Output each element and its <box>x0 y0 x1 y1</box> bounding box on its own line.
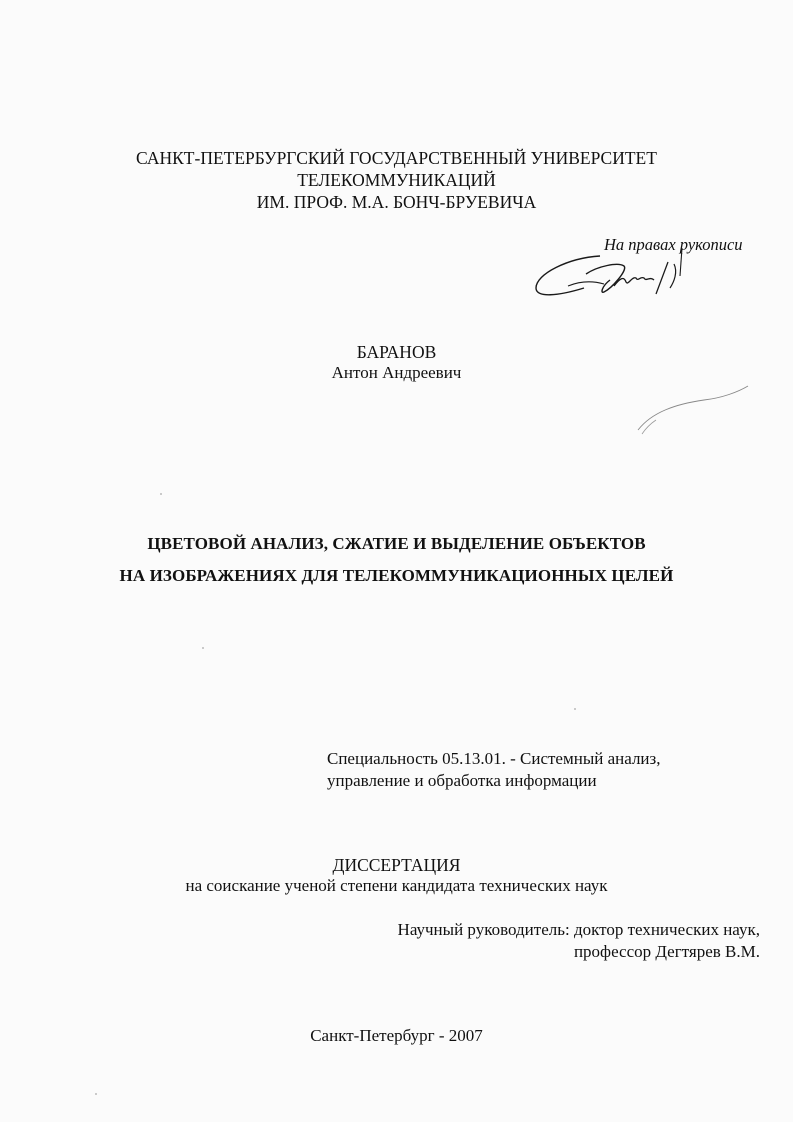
scan-speck <box>95 1093 97 1095</box>
university-name-line-1: САНКТ-ПЕТЕРБУРГСКИЙ ГОСУДАРСТВЕННЫЙ УНИВЕРСИТЕТ <box>136 148 657 168</box>
degree-purpose: на соискание ученой степени кандидата технических наук <box>185 876 608 895</box>
scan-speck <box>160 493 162 495</box>
document-type-label: ДИССЕРТАЦИЯ <box>332 855 461 875</box>
handwritten-signature <box>528 236 698 316</box>
university-name-line-2: ТЕЛЕКОММУНИКАЦИЙ <box>297 170 496 190</box>
author-surname: БАРАНОВ <box>356 342 437 362</box>
scan-speck <box>202 647 204 649</box>
thesis-title-line-2: НА ИЗОБРАЖЕНИЯХ ДЛЯ ТЕЛЕКОММУНИКАЦИОННЫХ ЦЕЛЕЙ <box>119 566 674 585</box>
supervisor-line-2: профессор Дегтярев В.М. <box>573 942 760 961</box>
specialty-line-2: управление и обработка информации <box>327 771 597 790</box>
supervisor-line-1: Научный руководитель: доктор технических наук, <box>397 920 760 939</box>
university-name-line-3: ИМ. ПРОФ. М.А. БОНЧ-БРУЕВИЧА <box>256 192 537 212</box>
pen-stroke-mark <box>632 382 752 438</box>
specialty-line-1: Специальность 05.13.01. - Системный анализ, <box>327 749 661 768</box>
city-year: Санкт-Петербург - 2007 <box>310 1026 483 1045</box>
author-given-names: Антон Андреевич <box>331 363 462 382</box>
scan-speck <box>574 708 576 710</box>
manuscript-rights-note: На правах рукописи <box>604 235 743 254</box>
thesis-title-line-1: ЦВЕТОВОЙ АНАЛИЗ, СЖАТИЕ И ВЫДЕЛЕНИЕ ОБЪЕКТОВ <box>147 534 646 553</box>
